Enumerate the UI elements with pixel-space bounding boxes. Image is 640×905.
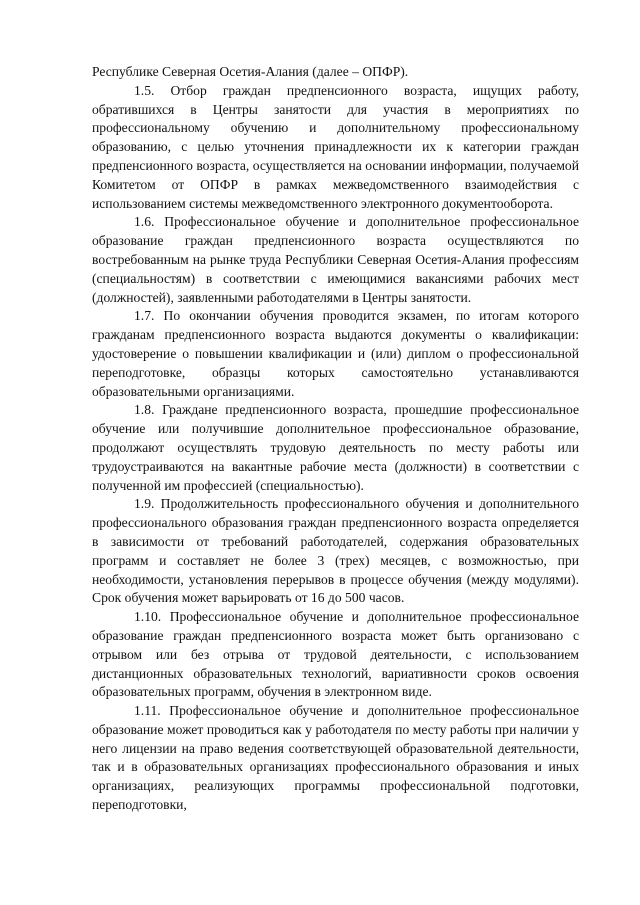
paragraph-1-5: 1.5. Отбор граждан предпенсионного возраста, ищущих работу, обратившихся в Центры занятости для участия в мероприятиях по профессиональному обучению и дополнительному профессиональному образованию, с целью уточнения принадлежности их к категории граждан предпенсионного возраста, осуществляется на основании информации, получаемой Комитетом от ОПФР в рамках межведомственного взаимодействия с использованием системы межведомственного электронного документооборота.	[92, 82, 579, 211]
paragraph-1-6: 1.6. Профессиональное обучение и дополнительное профессиональное образование граждан предпенсионного возраста осуществляются по востребованным на рынке труда Республики Северная Осетия-Алания профессиям (специальностям) в соответствии с имеющимися вакансиями рабочих мест (должностей), заявленными работодателями в Центры занятости.	[92, 214, 579, 305]
paragraph-1-7: 1.7. По окончании обучения проводится экзамен, по итогам которого гражданам предпенсионного возраста выдаются документы о квалификации: удостоверение о повышении квалификации и (или) диплом о профессиональной переподготовке, образцы которых самостоятельно устанавливаются образовательными организациями.	[92, 308, 579, 399]
paragraph-1-9: 1.9. Продолжительность профессионального обучения и дополнительного профессионального образования граждан предпенсионного возраста определяется в зависимости от требований работодателей, содержания образовательных программ и составляет не более 3 (трех) месяцев, с возможностью, при необходимости, установления перерывов в процессе обучения (между модулями). Срок обучения может варьировать от 16 до 500 часов.	[92, 496, 579, 606]
paragraph-intro-continuation: Республике Северная Осетия-Алания (далее – ОПФР).	[92, 64, 409, 79]
document-page	[92, 63, 579, 815]
paragraph-1-11: 1.11. Профессиональное обучение и дополнительное профессиональное образование может проводиться как у работодателя по месту работы при наличии у него лицензии на право ведения соответствующей образовательной деятельности, так и в образовательных организациях профессионального образования и иных организациях, реализующих программы профессиональной подготовки, переподготовки,	[92, 703, 579, 813]
paragraph-1-8: 1.8. Граждане предпенсионного возраста, прошедшие профессиональное обучение или получившие дополнительное профессиональное образование, продолжают осуществлять трудовую деятельность по месту работы или трудоустраиваются на вакантные рабочие места (должности) в соответствии с полученной им профессией (специальностью).	[92, 402, 579, 493]
paragraph-1-10: 1.10. Профессиональное обучение и дополнительное профессиональное образование граждан предпенсионного возраста может быть организовано с отрывом или без отрыва от трудовой деятельности, с использованием дистанционных образовательных технологий, вариативности сроков освоения образовательных программ, обучения в электронном виде.	[92, 609, 579, 700]
